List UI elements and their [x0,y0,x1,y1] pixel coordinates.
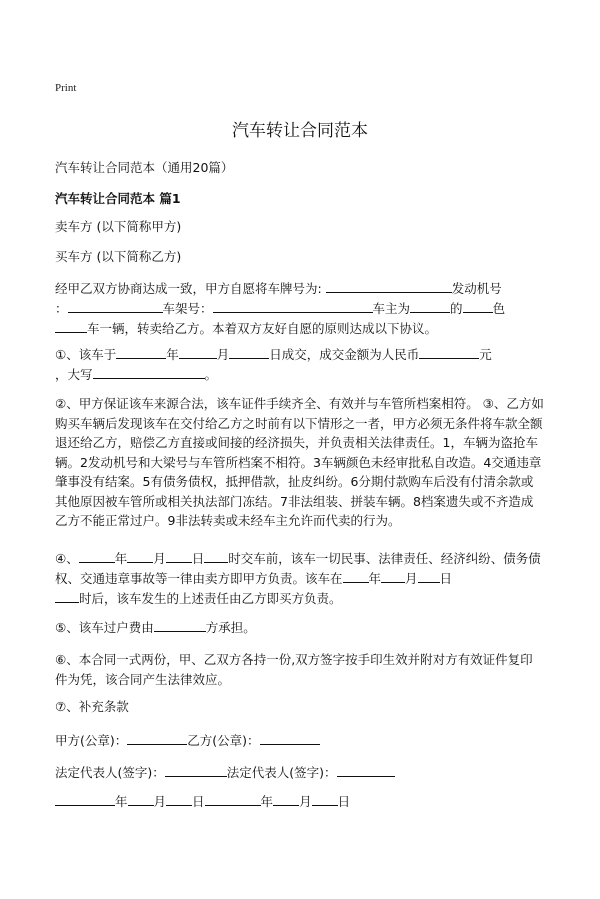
intro-text-h: 车一辆，转卖给乙方。本着双方友好自愿的原则达成以下协议。 [87,321,438,336]
clause4-text-a: ④、 [55,551,79,566]
party-b-label: 乙方(公章)： [187,733,260,748]
clause1-text-e: 元 [479,347,492,362]
rep-b-signature-blank[interactable] [337,763,395,777]
clause5-text-b: 方承担。 [205,620,256,635]
transfer-day-blank[interactable] [418,569,440,583]
vehicle-type-blank[interactable] [55,319,87,333]
clause4-text-e: 时交车前，该车一切民事、法律责任、经济纠纷、债务债权、交通违章事故等一律由卖方即甲方负责。该车在 [55,551,541,586]
date-line [55,792,545,812]
handover-hour-blank[interactable] [204,549,228,563]
sign-year-a-blank[interactable] [55,792,115,806]
party-b-seal-blank[interactable] [260,731,320,745]
section-heading: 汽车转让合同范本 篇1 [55,191,181,206]
clause4-text-i: 时后，该车发生的上述责任由乙方即买方负责。 [79,591,342,606]
transfer-year-blank[interactable] [343,569,369,583]
clause1-text-c: 月 [216,347,230,362]
clause1-text-b: 年 [166,347,179,362]
sign-year-b-label: 年 [260,794,274,809]
party-a-seal-blank[interactable] [127,731,187,745]
print-link[interactable]: Print [55,82,77,94]
owner-blank[interactable] [410,299,450,313]
clause4-text-g: 月 [405,571,418,586]
intro-text-g: 色 [492,301,506,316]
party-seal-line [55,731,545,751]
party-a-label: 甲方(公章)： [55,733,128,748]
sign-day-a-label: 日 [192,794,205,809]
handover-day-blank[interactable] [166,549,192,563]
clause4-text-d: 日 [191,551,205,566]
sign-month-a-blank[interactable] [128,792,154,806]
intro-text-e: 车主为 [372,301,411,316]
clause-4 [55,549,545,609]
seller-line: 卖车方 (以下简称甲方) [55,219,182,234]
amount-blank[interactable] [419,345,479,359]
deal-month-blank[interactable] [179,345,217,359]
clause5-text-a: ⑤、该车过户费由 [55,620,154,635]
document-title: 汽车转让合同范本 [232,121,368,141]
clause4-text-c: 月 [153,551,166,566]
handover-month-blank[interactable] [127,549,153,563]
document-subtitle: 汽车转让合同范本（通用20篇） [55,160,234,175]
sign-day-a-blank[interactable] [166,792,192,806]
intro-text-b: 发动机号 [451,281,502,296]
sign-month-b-blank[interactable] [273,792,299,806]
intro-text-d: 车架号： [162,301,213,316]
clause4-text-f: 年 [368,571,382,586]
intro-text-a: 经甲乙双方协商达成一致，甲方自愿将车牌号为: [55,281,326,296]
engine-number-blank[interactable] [68,299,163,313]
rep-a-signature-blank[interactable] [165,763,227,777]
amount-words-blank[interactable] [93,365,205,379]
sign-day-b-blank[interactable] [312,792,338,806]
vin-blank[interactable] [213,299,373,313]
deal-year-blank[interactable] [116,345,166,359]
buyer-line: 买车方 (以下简称乙方) [55,249,182,264]
sign-month-a-label: 月 [153,794,167,809]
clause-5 [55,618,545,638]
rep-b-label: 法定代表人(签字)： [226,765,337,780]
clause4-text-b: 年 [114,551,128,566]
handover-year-blank[interactable] [79,549,115,563]
deal-day-blank[interactable] [229,345,269,359]
clause1-text-f: ，大写 [55,367,93,382]
clause1-text-a: ①、该车于 [55,347,117,362]
sign-year-a-label: 年 [115,794,128,809]
transfer-hour-blank[interactable] [55,589,79,603]
transfer-month-blank[interactable] [381,569,405,583]
clause-7: ⑦、补充条款 [55,699,129,714]
intro-paragraph [55,279,545,339]
sign-month-b-label: 月 [299,794,312,809]
rep-a-label: 法定代表人(签字)： [55,765,165,780]
transfer-fee-party-blank[interactable] [154,618,206,632]
sign-day-b-label: 日 [337,794,351,809]
clause4-text-h: 日 [439,571,453,586]
color-blank[interactable] [463,299,493,313]
clause1-text-d: 日成交，成交金额为人民币 [269,347,420,362]
plate-number-blank[interactable] [326,279,452,293]
clause1-text-g: 。 [204,367,218,382]
intro-text-f: 的 [450,301,463,316]
intro-text-c: ： [55,301,68,316]
clause-6: ⑥、本合同一式两份，甲、乙双方各持一份,双方签字按手印生效并附对方有效证件复印件为凭，该合同产生法律效应。 [55,652,533,687]
clause-1 [55,345,545,385]
clause-2-3: ②、甲方保证该车来源合法，该车证件手续齐全、有效并与车管所档案相符。 ③、乙方如购买车辆后发现该车在交付给乙方之时前有以下情形之一者，甲方必须无条件将车款全额退还给乙方，赔偿乙方直接或间接的经济损失，并负责相关法律责任。1，车辆为盗抢车辆。2发动机号和大梁号与车管所档案不相符。3车辆颜色未经审批私自改造。4交通违章肇事没有结案。5有债务债权，抵押借款，扯皮纠纷。6分期付款购车后没有付清余款或其他原因被车管所或相关执法部门冻结。7非法组装、拼装车辆。8档案遗失或不齐造成乙方不能正常过户。9非法转卖或未经车主允许而代卖的行为。 [55,396,544,528]
sign-year-b-blank[interactable] [205,792,261,806]
representative-line [55,763,545,783]
